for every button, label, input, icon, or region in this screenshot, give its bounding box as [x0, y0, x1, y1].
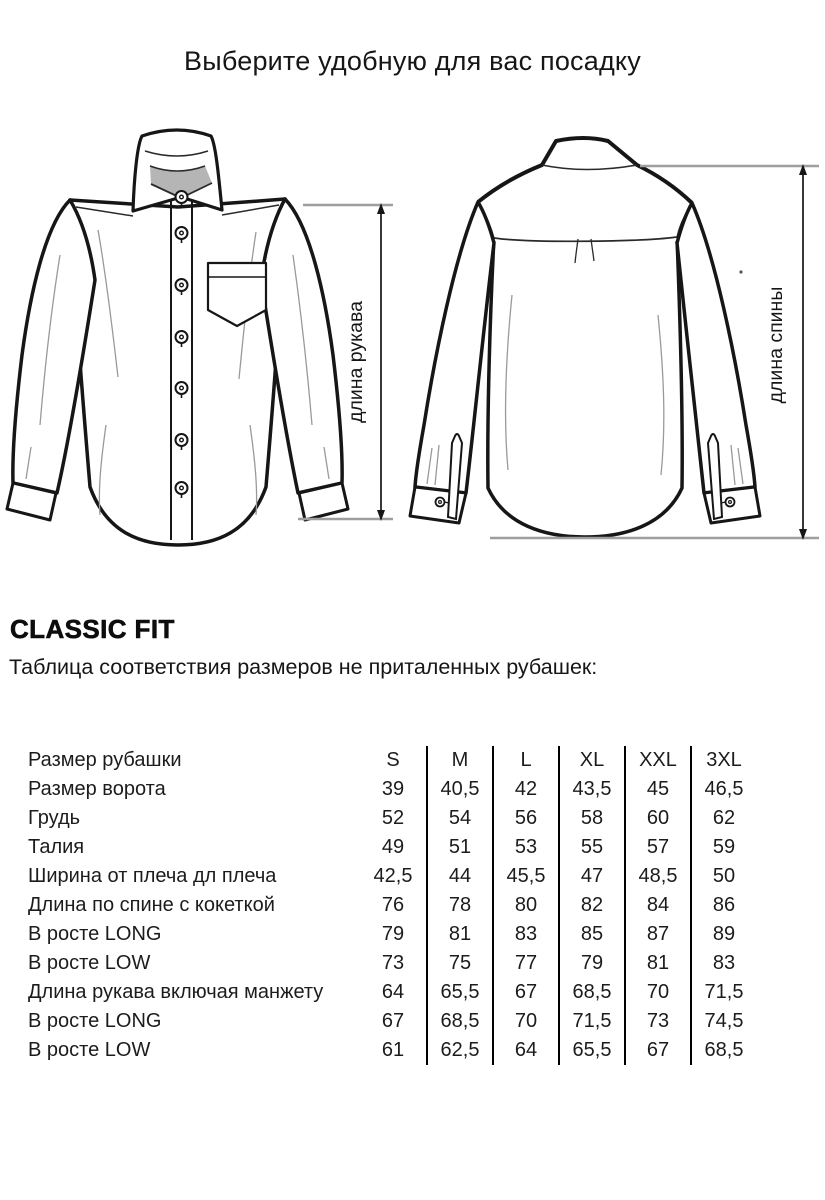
row-value: L [492, 746, 558, 775]
print-dot [739, 270, 742, 273]
row-value: 62 [690, 804, 756, 833]
row-value: XL [558, 746, 624, 775]
row-value: 46,5 [690, 775, 756, 804]
row-value: 64 [492, 1036, 558, 1065]
table-row [28, 978, 756, 1007]
row-value: 39 [381, 778, 405, 800]
row-value: 49 [381, 836, 405, 858]
page-title: Выберите удобную для вас посадку [184, 46, 641, 76]
row-label: Талия [28, 836, 85, 858]
back-dimension-label: длина спины [765, 286, 787, 404]
fit-heading: CLASSIC FIT [10, 614, 175, 644]
row-label: В росте LONG [28, 1010, 162, 1032]
row-value: 43,5 [558, 775, 624, 804]
table-row [28, 862, 756, 891]
row-value: 47 [558, 862, 624, 891]
row-value: 70 [492, 1007, 558, 1036]
row-value: 60 [624, 804, 690, 833]
row-label: Размер рубашки [28, 749, 182, 771]
row-value: 42,5 [373, 865, 413, 887]
table-row [28, 891, 756, 920]
row-value: 80 [492, 891, 558, 920]
row-value: 40,5 [426, 775, 492, 804]
row-value: 65,5 [558, 1036, 624, 1065]
shirt-back-drawing [410, 138, 760, 537]
row-value: 48,5 [624, 862, 690, 891]
row-value: 45 [624, 775, 690, 804]
row-value: 68,5 [558, 978, 624, 1007]
table-row [28, 1007, 756, 1036]
row-value: 74,5 [690, 1007, 756, 1036]
row-label: Размер ворота [28, 778, 166, 800]
row-value: 70 [624, 978, 690, 1007]
row-value: 52 [381, 807, 405, 829]
row-label: В росте LOW [28, 1039, 151, 1061]
row-value: M [426, 746, 492, 775]
row-value: 78 [426, 891, 492, 920]
row-value: 68,5 [426, 1007, 492, 1036]
row-value: 83 [690, 949, 756, 978]
row-value: 79 [558, 949, 624, 978]
row-value: 76 [381, 894, 405, 916]
row-value: 71,5 [558, 1007, 624, 1036]
row-value: 84 [624, 891, 690, 920]
row-value: 89 [690, 920, 756, 949]
row-value: 53 [492, 833, 558, 862]
row-value: 67 [492, 978, 558, 1007]
row-value: 50 [690, 862, 756, 891]
row-value: 85 [558, 920, 624, 949]
row-value: 56 [492, 804, 558, 833]
size-table [28, 746, 756, 1065]
row-value: 42 [492, 775, 558, 804]
row-label: Длина рукава включая манжету [28, 981, 324, 1003]
table-header-row [28, 746, 756, 775]
table-row [28, 1036, 756, 1065]
row-value: 45,5 [492, 862, 558, 891]
table-row [28, 804, 756, 833]
row-value: 71,5 [690, 978, 756, 1007]
row-value: 54 [426, 804, 492, 833]
row-value: 79 [381, 923, 405, 945]
row-value: 55 [558, 833, 624, 862]
row-label: В росте LOW [28, 952, 151, 974]
table-subtitle: Таблица соответствия размеров не приталенных рубашек: [9, 655, 598, 679]
row-label: Грудь [28, 807, 81, 829]
row-value: 83 [492, 920, 558, 949]
row-value: 64 [381, 981, 405, 1003]
row-value: 75 [426, 949, 492, 978]
table-row [28, 920, 756, 949]
table-row [28, 775, 756, 804]
row-value: 58 [558, 804, 624, 833]
row-value: 62,5 [426, 1036, 492, 1065]
shirt-diagrams [0, 95, 825, 575]
row-value: 44 [426, 862, 492, 891]
row-value: 86 [690, 891, 756, 920]
row-value: 3XL [690, 746, 756, 775]
row-value: 73 [381, 952, 405, 974]
row-value: XXL [624, 746, 690, 775]
row-value: 59 [690, 833, 756, 862]
row-value: 61 [381, 1039, 405, 1061]
row-value: S [386, 749, 400, 771]
row-value: 82 [558, 891, 624, 920]
row-value: 67 [381, 1010, 405, 1032]
row-value: 81 [624, 949, 690, 978]
shirt-front-drawing [7, 130, 348, 545]
row-value: 65,5 [426, 978, 492, 1007]
row-value: 81 [426, 920, 492, 949]
row-value: 67 [624, 1036, 690, 1065]
table-row [28, 949, 756, 978]
row-value: 51 [426, 833, 492, 862]
row-label: Длина по спине с кокеткой [28, 894, 275, 916]
row-value: 73 [624, 1007, 690, 1036]
row-value: 57 [624, 833, 690, 862]
front-dimension-label: длина рукава [345, 301, 367, 423]
row-value: 87 [624, 920, 690, 949]
table-row [28, 833, 756, 862]
row-label: В росте LONG [28, 923, 162, 945]
row-value: 68,5 [690, 1036, 756, 1065]
row-label: Ширина от плеча дл плеча [28, 865, 277, 887]
row-value: 77 [492, 949, 558, 978]
